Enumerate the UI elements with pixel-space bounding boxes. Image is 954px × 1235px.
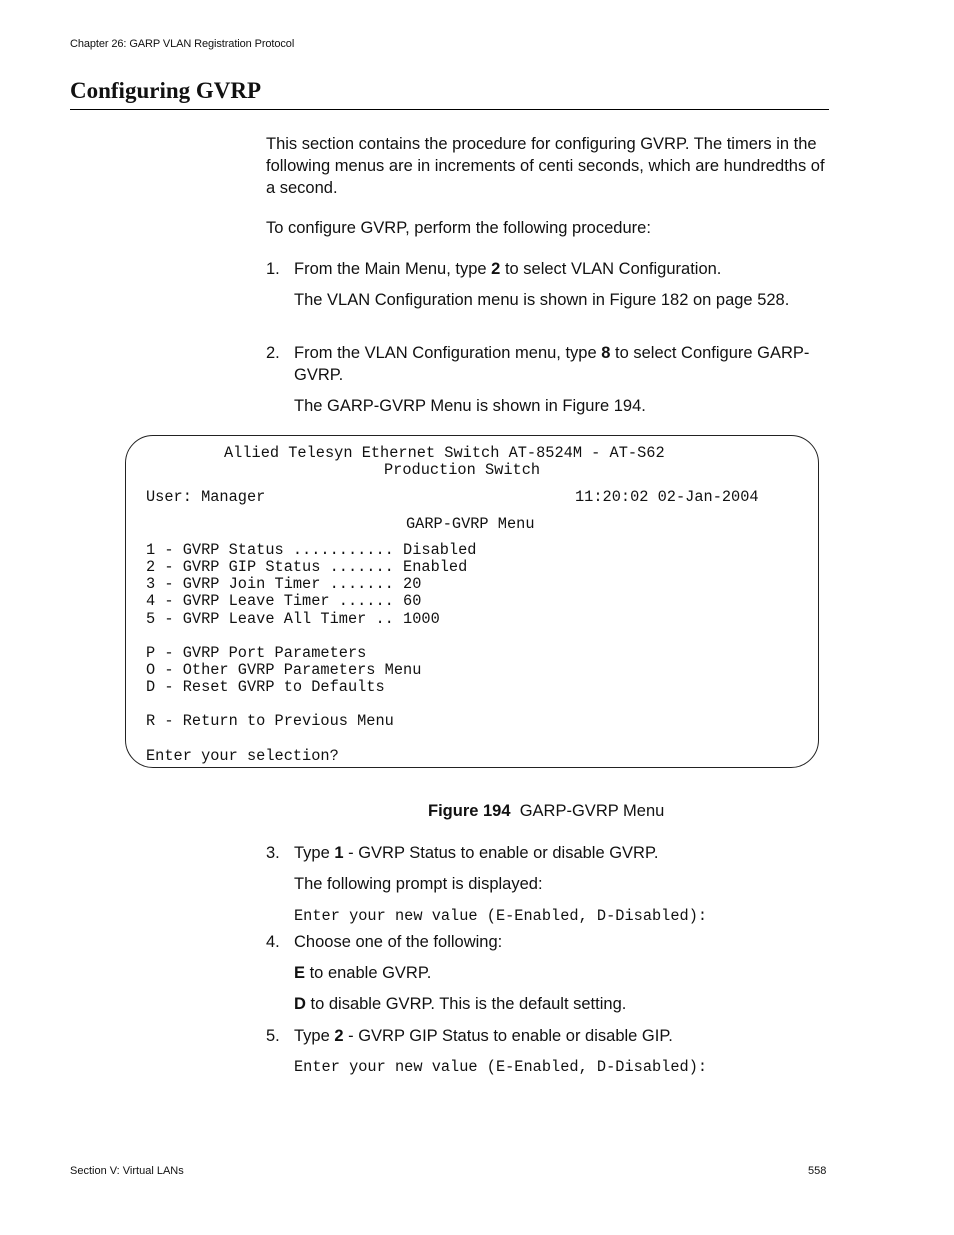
menu-item-other-parameters[interactable]: O - Other GVRP Parameters Menu	[146, 661, 422, 679]
terminal-selection-prompt[interactable]: Enter your selection?	[146, 747, 339, 765]
step-1-note: The VLAN Configuration menu is shown in Figure 182 on page 528.	[294, 291, 790, 309]
step-4-text: Choose one of the following:	[294, 933, 503, 951]
step-5-text: Type 2 - GVRP GIP Status to enable or disable GIP.	[294, 1027, 673, 1045]
terminal-menu-title: GARP-GVRP Menu	[406, 515, 535, 533]
menu-item-port-parameters[interactable]: P - GVRP Port Parameters	[146, 644, 367, 662]
key-label: 2	[491, 260, 501, 278]
footer-section: Section V: Virtual LANs	[70, 1165, 184, 1177]
menu-item-gip-status[interactable]: 2 - GVRP GIP Status ....... Enabled	[146, 558, 468, 576]
menu-item-join-timer[interactable]: 3 - GVRP Join Timer ....... 20	[146, 575, 422, 593]
figure-title: GARP-GVRP Menu	[519, 802, 665, 820]
option-disable: D to disable GVRP. This is the default setting.	[294, 995, 627, 1013]
menu-item-leave-timer[interactable]: 4 - GVRP Leave Timer ...... 60	[146, 592, 422, 610]
step-1-text: From the Main Menu, type 2 to select VLAN Configuration.	[294, 260, 722, 278]
option-enable: E to enable GVRP.	[294, 964, 432, 982]
page-number: 558	[808, 1165, 827, 1177]
step-5-prompt: Enter your new value (E-Enabled, D-Disabled):	[294, 1058, 708, 1076]
title-divider	[70, 109, 829, 110]
step-number: 4.	[266, 933, 280, 951]
menu-item-leave-all-timer[interactable]: 5 - GVRP Leave All Timer .. 1000	[146, 610, 440, 628]
step-number: 1.	[266, 260, 280, 278]
menu-item-return[interactable]: R - Return to Previous Menu	[146, 712, 394, 730]
terminal-user: User: Manager	[146, 488, 266, 506]
key-label: E	[294, 964, 306, 982]
terminal-title-line1: Allied Telesyn Ethernet Switch AT-8524M - AT-S62	[224, 444, 665, 462]
step-number: 5.	[266, 1027, 280, 1045]
key-label: D	[294, 995, 306, 1013]
figure-label: Figure 194	[428, 802, 511, 820]
chapter-header: Chapter 26: GARP VLAN Registration Protocol	[70, 38, 295, 50]
step-number: 3.	[266, 844, 280, 862]
step-2-note: The GARP-GVRP Menu is shown in Figure 194.	[294, 397, 646, 415]
key-label: 2	[334, 1027, 344, 1045]
section-title: Configuring GVRP	[70, 78, 262, 103]
step-2-text: From the VLAN Configuration menu, type 8 to select Configure GARP-GVRP.	[294, 344, 810, 384]
procedure-intro: To configure GVRP, perform the following procedure:	[266, 219, 651, 237]
step-number: 2.	[266, 344, 280, 362]
key-label: 8	[601, 344, 611, 362]
intro-paragraph: This section contains the procedure for configuring GVRP. The timers in the following menus are in increments of centi seconds, which are hundredths of a second.	[266, 135, 825, 197]
step-3-text: Type 1 - GVRP Status to enable or disable GVRP.	[294, 844, 659, 862]
key-label: 1	[334, 844, 344, 862]
figure-caption	[428, 802, 664, 821]
step-3-note: The following prompt is displayed:	[294, 875, 543, 893]
step-3-prompt: Enter your new value (E-Enabled, D-Disabled):	[294, 907, 708, 925]
terminal-title-line2: Production Switch	[384, 461, 541, 479]
menu-item-reset-defaults[interactable]: D - Reset GVRP to Defaults	[146, 678, 385, 696]
menu-item-gvrp-status[interactable]: 1 - GVRP Status ........... Disabled	[146, 541, 477, 559]
terminal-datetime: 11:20:02 02-Jan-2004	[575, 488, 759, 506]
